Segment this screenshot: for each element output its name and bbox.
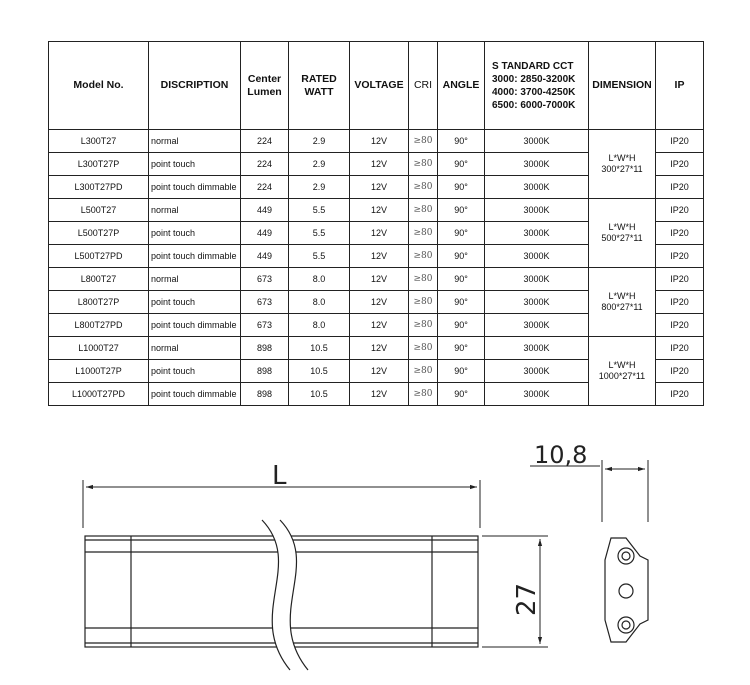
- dimension-label: L*W*H: [608, 291, 636, 301]
- cell-cct: 3000K: [485, 337, 589, 360]
- cell-angle: 90°: [438, 245, 485, 268]
- cell-ip: IP20: [656, 130, 704, 153]
- table-row: [49, 268, 704, 291]
- cell-lumen: 224: [241, 153, 289, 176]
- cell-ip: IP20: [656, 268, 704, 291]
- cell-voltage: 12V: [350, 176, 409, 199]
- length-label: L: [272, 461, 287, 491]
- header-lumen-line1: Center: [247, 72, 282, 85]
- cell-cri: ≥80: [409, 245, 438, 268]
- header-lumen-line2: Lumen: [247, 85, 282, 98]
- cell-ip: IP20: [656, 360, 704, 383]
- cell-cri: ≥80: [409, 360, 438, 383]
- cell-cri: ≥80: [409, 291, 438, 314]
- cell-watt: 2.9: [289, 130, 350, 153]
- cell-watt: 5.5: [289, 245, 350, 268]
- cell-cct: 3000K: [485, 314, 589, 337]
- cell-voltage: 12V: [350, 222, 409, 245]
- cell-model: L800T27PD: [49, 314, 149, 337]
- dimension-value: 800*27*11: [601, 302, 643, 312]
- cell-cri: ≥80: [409, 268, 438, 291]
- cell-lumen: 673: [241, 268, 289, 291]
- cell-ip: IP20: [656, 383, 704, 406]
- cell-voltage: 12V: [350, 130, 409, 153]
- cell-cri: ≥80: [409, 176, 438, 199]
- cell-cct: 3000K: [485, 176, 589, 199]
- cell-lumen: 673: [241, 314, 289, 337]
- cell-ip: IP20: [656, 314, 704, 337]
- table-row: [49, 199, 704, 222]
- dimension-label: L*W*H: [608, 153, 636, 163]
- cell-angle: 90°: [438, 360, 485, 383]
- cell-dimension: [589, 337, 656, 406]
- dimension-value: 1000*27*11: [598, 371, 646, 381]
- cell-description: point touch: [149, 222, 241, 245]
- cell-model: L300T27PD: [49, 176, 149, 199]
- cell-lumen: 449: [241, 199, 289, 222]
- header-cct-line1: S TANDARD CCT: [492, 60, 574, 72]
- cell-ip: IP20: [656, 176, 704, 199]
- cell-description: point touch dimmable: [149, 314, 241, 337]
- cell-description: point touch: [149, 153, 241, 176]
- cell-lumen: 224: [241, 130, 289, 153]
- header-watt-line2: WATT: [304, 85, 334, 98]
- header-cct: [485, 42, 589, 130]
- cell-model: L300T27P: [49, 153, 149, 176]
- cell-model: L1000T27: [49, 337, 149, 360]
- cell-watt: 10.5: [289, 383, 350, 406]
- header-cct-line2: 3000: 2850-3200K: [492, 73, 576, 85]
- cell-ip: IP20: [656, 153, 704, 176]
- header-model: Model No.: [49, 42, 149, 130]
- cell-description: normal: [149, 337, 241, 360]
- cell-watt: 2.9: [289, 153, 350, 176]
- cell-angle: 90°: [438, 130, 485, 153]
- cell-voltage: 12V: [350, 199, 409, 222]
- cell-angle: 90°: [438, 176, 485, 199]
- cell-cct: 3000K: [485, 199, 589, 222]
- cell-cct: 3000K: [485, 153, 589, 176]
- cell-lumen: 449: [241, 222, 289, 245]
- cell-watt: 10.5: [289, 337, 350, 360]
- cell-description: point touch dimmable: [149, 245, 241, 268]
- cell-cri: ≥80: [409, 383, 438, 406]
- cell-watt: 10.5: [289, 360, 350, 383]
- cell-voltage: 12V: [350, 291, 409, 314]
- cell-model: L500T27PD: [49, 245, 149, 268]
- cell-cri: ≥80: [409, 199, 438, 222]
- cell-angle: 90°: [438, 199, 485, 222]
- cell-description: normal: [149, 130, 241, 153]
- cell-description: point touch dimmable: [149, 383, 241, 406]
- table-row: [49, 130, 704, 153]
- cell-model: L500T27: [49, 199, 149, 222]
- header-angle: ANGLE: [438, 42, 485, 130]
- cell-watt: 2.9: [289, 176, 350, 199]
- cell-model: L800T27P: [49, 291, 149, 314]
- cell-cct: 3000K: [485, 268, 589, 291]
- dimension-label: L*W*H: [608, 360, 636, 370]
- header-description: DISCRIPTION: [149, 42, 241, 130]
- cell-angle: 90°: [438, 337, 485, 360]
- cell-voltage: 12V: [350, 314, 409, 337]
- cell-watt: 5.5: [289, 222, 350, 245]
- cell-cct: 3000K: [485, 245, 589, 268]
- spec-table: [48, 41, 704, 406]
- cell-description: normal: [149, 199, 241, 222]
- header-cct-line4: 6500: 6000-7000K: [492, 99, 576, 111]
- cell-cct: 3000K: [485, 383, 589, 406]
- dimension-label: L*W*H: [608, 222, 636, 232]
- cell-ip: IP20: [656, 245, 704, 268]
- header-cct-line3: 4000: 3700-4250K: [492, 86, 576, 98]
- cell-angle: 90°: [438, 314, 485, 337]
- dimension-value: 300*27*11: [601, 164, 643, 174]
- cell-cct: 3000K: [485, 222, 589, 245]
- cell-dimension: [589, 268, 656, 337]
- cell-angle: 90°: [438, 383, 485, 406]
- cell-model: L300T27: [49, 130, 149, 153]
- cell-lumen: 673: [241, 291, 289, 314]
- end-cap-profile: [605, 538, 648, 642]
- cell-ip: IP20: [656, 199, 704, 222]
- cell-lumen: 898: [241, 383, 289, 406]
- cell-cri: ≥80: [409, 130, 438, 153]
- cell-voltage: 12V: [350, 383, 409, 406]
- cell-lumen: 898: [241, 337, 289, 360]
- header-watt: [289, 42, 350, 130]
- cell-cri: ≥80: [409, 222, 438, 245]
- cell-dimension: [589, 130, 656, 199]
- height-label: 10,8: [534, 441, 588, 469]
- cell-voltage: 12V: [350, 337, 409, 360]
- cell-voltage: 12V: [350, 360, 409, 383]
- header-voltage: VOLTAGE: [350, 42, 409, 130]
- cell-description: normal: [149, 268, 241, 291]
- cell-cri: ≥80: [409, 337, 438, 360]
- cell-dimension: [589, 199, 656, 268]
- cell-ip: IP20: [656, 222, 704, 245]
- cell-angle: 90°: [438, 291, 485, 314]
- width-label: 27: [512, 582, 542, 616]
- table-body: [49, 130, 704, 406]
- cell-ip: IP20: [656, 337, 704, 360]
- height-dimension: [530, 460, 648, 522]
- table-row: [49, 337, 704, 360]
- cell-angle: 90°: [438, 153, 485, 176]
- cell-cct: 3000K: [485, 130, 589, 153]
- cell-cri: ≥80: [409, 314, 438, 337]
- cell-model: L1000T27P: [49, 360, 149, 383]
- cell-angle: 90°: [438, 268, 485, 291]
- profile-drawing: [0, 430, 750, 685]
- cell-model: L800T27: [49, 268, 149, 291]
- header-dimension: DIMENSION: [589, 42, 656, 130]
- cell-voltage: 12V: [350, 268, 409, 291]
- cell-watt: 8.0: [289, 268, 350, 291]
- cell-model: L1000T27PD: [49, 383, 149, 406]
- cell-watt: 8.0: [289, 291, 350, 314]
- cell-lumen: 449: [241, 245, 289, 268]
- cell-model: L500T27P: [49, 222, 149, 245]
- cell-description: point touch: [149, 360, 241, 383]
- cell-ip: IP20: [656, 291, 704, 314]
- cell-watt: 5.5: [289, 199, 350, 222]
- cell-cct: 3000K: [485, 291, 589, 314]
- cell-lumen: 898: [241, 360, 289, 383]
- cell-voltage: 12V: [350, 153, 409, 176]
- cell-voltage: 12V: [350, 245, 409, 268]
- header-cri: CRI: [409, 42, 438, 130]
- header-lumen: [241, 42, 289, 130]
- cell-cri: ≥80: [409, 153, 438, 176]
- cell-watt: 8.0: [289, 314, 350, 337]
- cell-cct: 3000K: [485, 360, 589, 383]
- cell-description: point touch dimmable: [149, 176, 241, 199]
- cell-angle: 90°: [438, 222, 485, 245]
- header-ip: IP: [656, 42, 704, 130]
- header-watt-line1: RATED: [301, 72, 337, 85]
- cell-description: point touch: [149, 291, 241, 314]
- cell-lumen: 224: [241, 176, 289, 199]
- dimension-value: 500*27*11: [601, 233, 643, 243]
- header-row: [49, 42, 704, 130]
